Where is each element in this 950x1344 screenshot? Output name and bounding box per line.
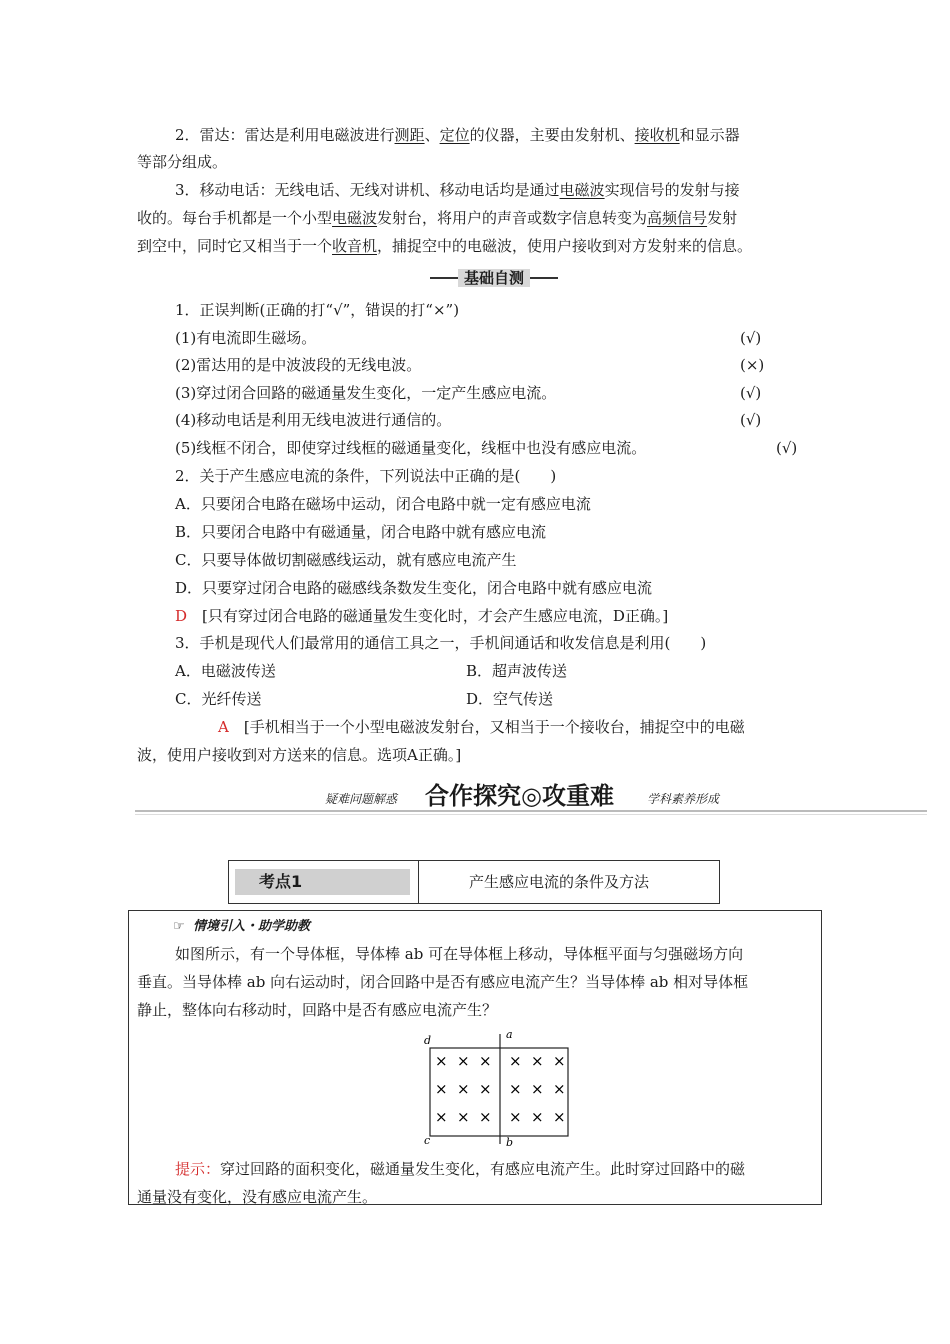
text: 发射 <box>707 209 738 227</box>
answer-explanation: [手机相当于一个小型电磁波发射台，又相当于一个接收台，捕捉空中的电磁 <box>243 718 745 736</box>
conductor-frame-figure <box>420 1028 580 1148</box>
answer-letter: D <box>175 607 188 625</box>
q1-mark: (√) <box>740 329 762 347</box>
text: 的仪器，主要由发射机、 <box>469 126 635 144</box>
q2-option: B．只要闭合电路中有磁通量，闭合电路中就有感应电流 <box>175 523 547 541</box>
scenario-line: 垂直。当导体棒 ab 向右运动时，闭合回路中是否有感应电流产生？当导体棒 ab 相对导体框 <box>137 973 749 991</box>
underlined-term: 高频信号 <box>647 209 708 227</box>
field-cross: × <box>531 1108 544 1126</box>
field-cross: × <box>531 1080 544 1098</box>
q1-item: (4)移动电话是利用无线电波进行通信的。 <box>175 411 452 429</box>
q2-option: C．只要导体做切割磁感线运动，就有感应电流产生 <box>175 551 517 569</box>
field-cross: × <box>435 1080 448 1098</box>
scenario-header <box>173 915 310 934</box>
hint-line <box>175 1159 745 1179</box>
scenario-line: 如图所示，有一个导体框，导体棒 ab 可在导体框上移动，导体框平面与匀强磁场方向 <box>175 945 744 963</box>
text: 收的。每台手机都是一个小型 <box>137 209 333 227</box>
answer-explanation: [只有穿过闭合电路的磁通量发生变化时，才会产生感应电流，D正确。] <box>202 607 669 625</box>
text: 、 <box>424 126 440 144</box>
scenario-line: 静止，整体向右移动时，回路中是否有感应电流产生？ <box>137 1001 498 1019</box>
underlined-term: 电磁波 <box>332 209 378 227</box>
kaodian-tag: 考点1 <box>235 869 410 895</box>
hint-line2: 通量没有变化，没有感应电流产生。 <box>137 1188 378 1206</box>
field-cross: × <box>479 1080 492 1098</box>
field-cross: × <box>479 1052 492 1070</box>
text: 实现信号的发射与接 <box>604 181 740 199</box>
underlined-term: 测距 <box>394 126 425 144</box>
underlined-term: 收音机 <box>332 237 378 255</box>
hint-text: 穿过回路的面积变化，磁通量发生变化，有感应电流产生。此时穿过回路中的磁 <box>220 1160 746 1178</box>
banner-right-caption: 学科素养形成 <box>647 792 720 806</box>
q3-option: B．超声波传送 <box>466 662 568 680</box>
p3-line1 <box>175 180 740 200</box>
banner-rule <box>135 814 927 815</box>
p2-line2: 等部分组成。 <box>137 153 228 171</box>
label-a: a <box>506 1028 513 1041</box>
q1-stem: 1．正误判断(正确的打“√”，错误的打“×”) <box>175 301 460 319</box>
field-cross: × <box>457 1080 470 1098</box>
field-cross: × <box>479 1108 492 1126</box>
q1-item: (3)穿过闭合回路的磁通量发生变化，一定产生感应电流。 <box>175 384 557 402</box>
bulb-icon: ☞ <box>173 919 185 934</box>
conductor-frame <box>430 1048 568 1136</box>
q1-mark: (√) <box>740 384 762 402</box>
q2-option: D．只要穿过闭合电路的磁感线条数发生变化，闭合电路中就有感应电流 <box>175 579 653 597</box>
p3-line2 <box>137 208 737 228</box>
underlined-term: 定位 <box>439 126 470 144</box>
text: 3．移动电话：无线电话、无线对讲机、移动电话均是通过 <box>175 181 560 199</box>
answer-letter: A <box>218 718 229 736</box>
q3-option: A．电磁波传送 <box>175 662 276 680</box>
hint-label: 提示： <box>175 1160 221 1178</box>
kaodian-box <box>228 860 720 904</box>
field-cross: × <box>553 1108 566 1126</box>
q1-mark: (√) <box>740 411 762 429</box>
field-cross: × <box>509 1108 522 1126</box>
q3-option: C．光纤传送 <box>175 690 262 708</box>
q3-stem: 3．手机是现代人们最常用的通信工具之一，手机间通话和收发信息是利用( ) <box>175 634 707 652</box>
field-cross: × <box>435 1052 448 1070</box>
underlined-term: 电磁波 <box>559 181 605 199</box>
label-d: d <box>424 1034 432 1047</box>
banner-left-caption: 疑难问题解惑 <box>325 792 398 806</box>
q3-option: D．空气传送 <box>466 690 554 708</box>
text: 发射台，将用户的声音或数字信息转变为 <box>377 209 648 227</box>
field-cross: × <box>553 1080 566 1098</box>
kaodian-title: 产生感应电流的条件及方法 <box>469 873 650 891</box>
q2-answer-line <box>175 606 668 626</box>
q2-stem: 2．关于产生感应电流的条件，下列说法中正确的是( ) <box>175 467 557 485</box>
field-cross: × <box>435 1108 448 1126</box>
scenario-header-text: 情境引入・助学助教 <box>193 919 311 934</box>
field-cross: × <box>457 1052 470 1070</box>
banner-main-title: 合作探究◎攻重难 <box>425 782 614 810</box>
q1-item: (2)雷达用的是中波波段的无线电波。 <box>175 356 422 374</box>
text: 和显示器 <box>679 126 740 144</box>
field-cross: × <box>509 1052 522 1070</box>
kaodian-left-cell <box>229 861 419 903</box>
label-c: c <box>424 1134 431 1147</box>
text: 2．雷达：雷达是利用电磁波进行 <box>175 126 395 144</box>
q1-item: (5)线框不闭合，即使穿过线框的磁通量变化，线框中也没有感应电流。 <box>175 439 647 457</box>
q3-answer-line2: 波，使用户接收到对方送来的信息。选项A正确。] <box>137 746 462 764</box>
q2-option: A．只要闭合电路在磁场中运动，闭合电路中就一定有感应电流 <box>175 495 591 513</box>
q3-answer-line <box>218 717 745 737</box>
chapter-banner <box>135 780 927 820</box>
banner-rule <box>135 810 927 812</box>
section-title: 基础自测 <box>458 269 530 287</box>
field-cross: × <box>531 1052 544 1070</box>
section-banner <box>430 268 558 288</box>
q1-mark: (×) <box>740 356 765 374</box>
p2-line1 <box>175 125 740 145</box>
underlined-term: 接收机 <box>634 126 680 144</box>
q1-item: (1)有电流即生磁场。 <box>175 329 317 347</box>
field-cross: × <box>457 1108 470 1126</box>
text: 到空中，同时它又相当于一个 <box>137 237 333 255</box>
q1-mark: (√) <box>776 439 798 457</box>
label-b: b <box>506 1136 514 1148</box>
p3-line3 <box>137 236 752 256</box>
field-cross: × <box>509 1080 522 1098</box>
field-cross: × <box>553 1052 566 1070</box>
text: ，捕捉空中的电磁波，使用户接收到对方发射来的信息。 <box>377 237 753 255</box>
